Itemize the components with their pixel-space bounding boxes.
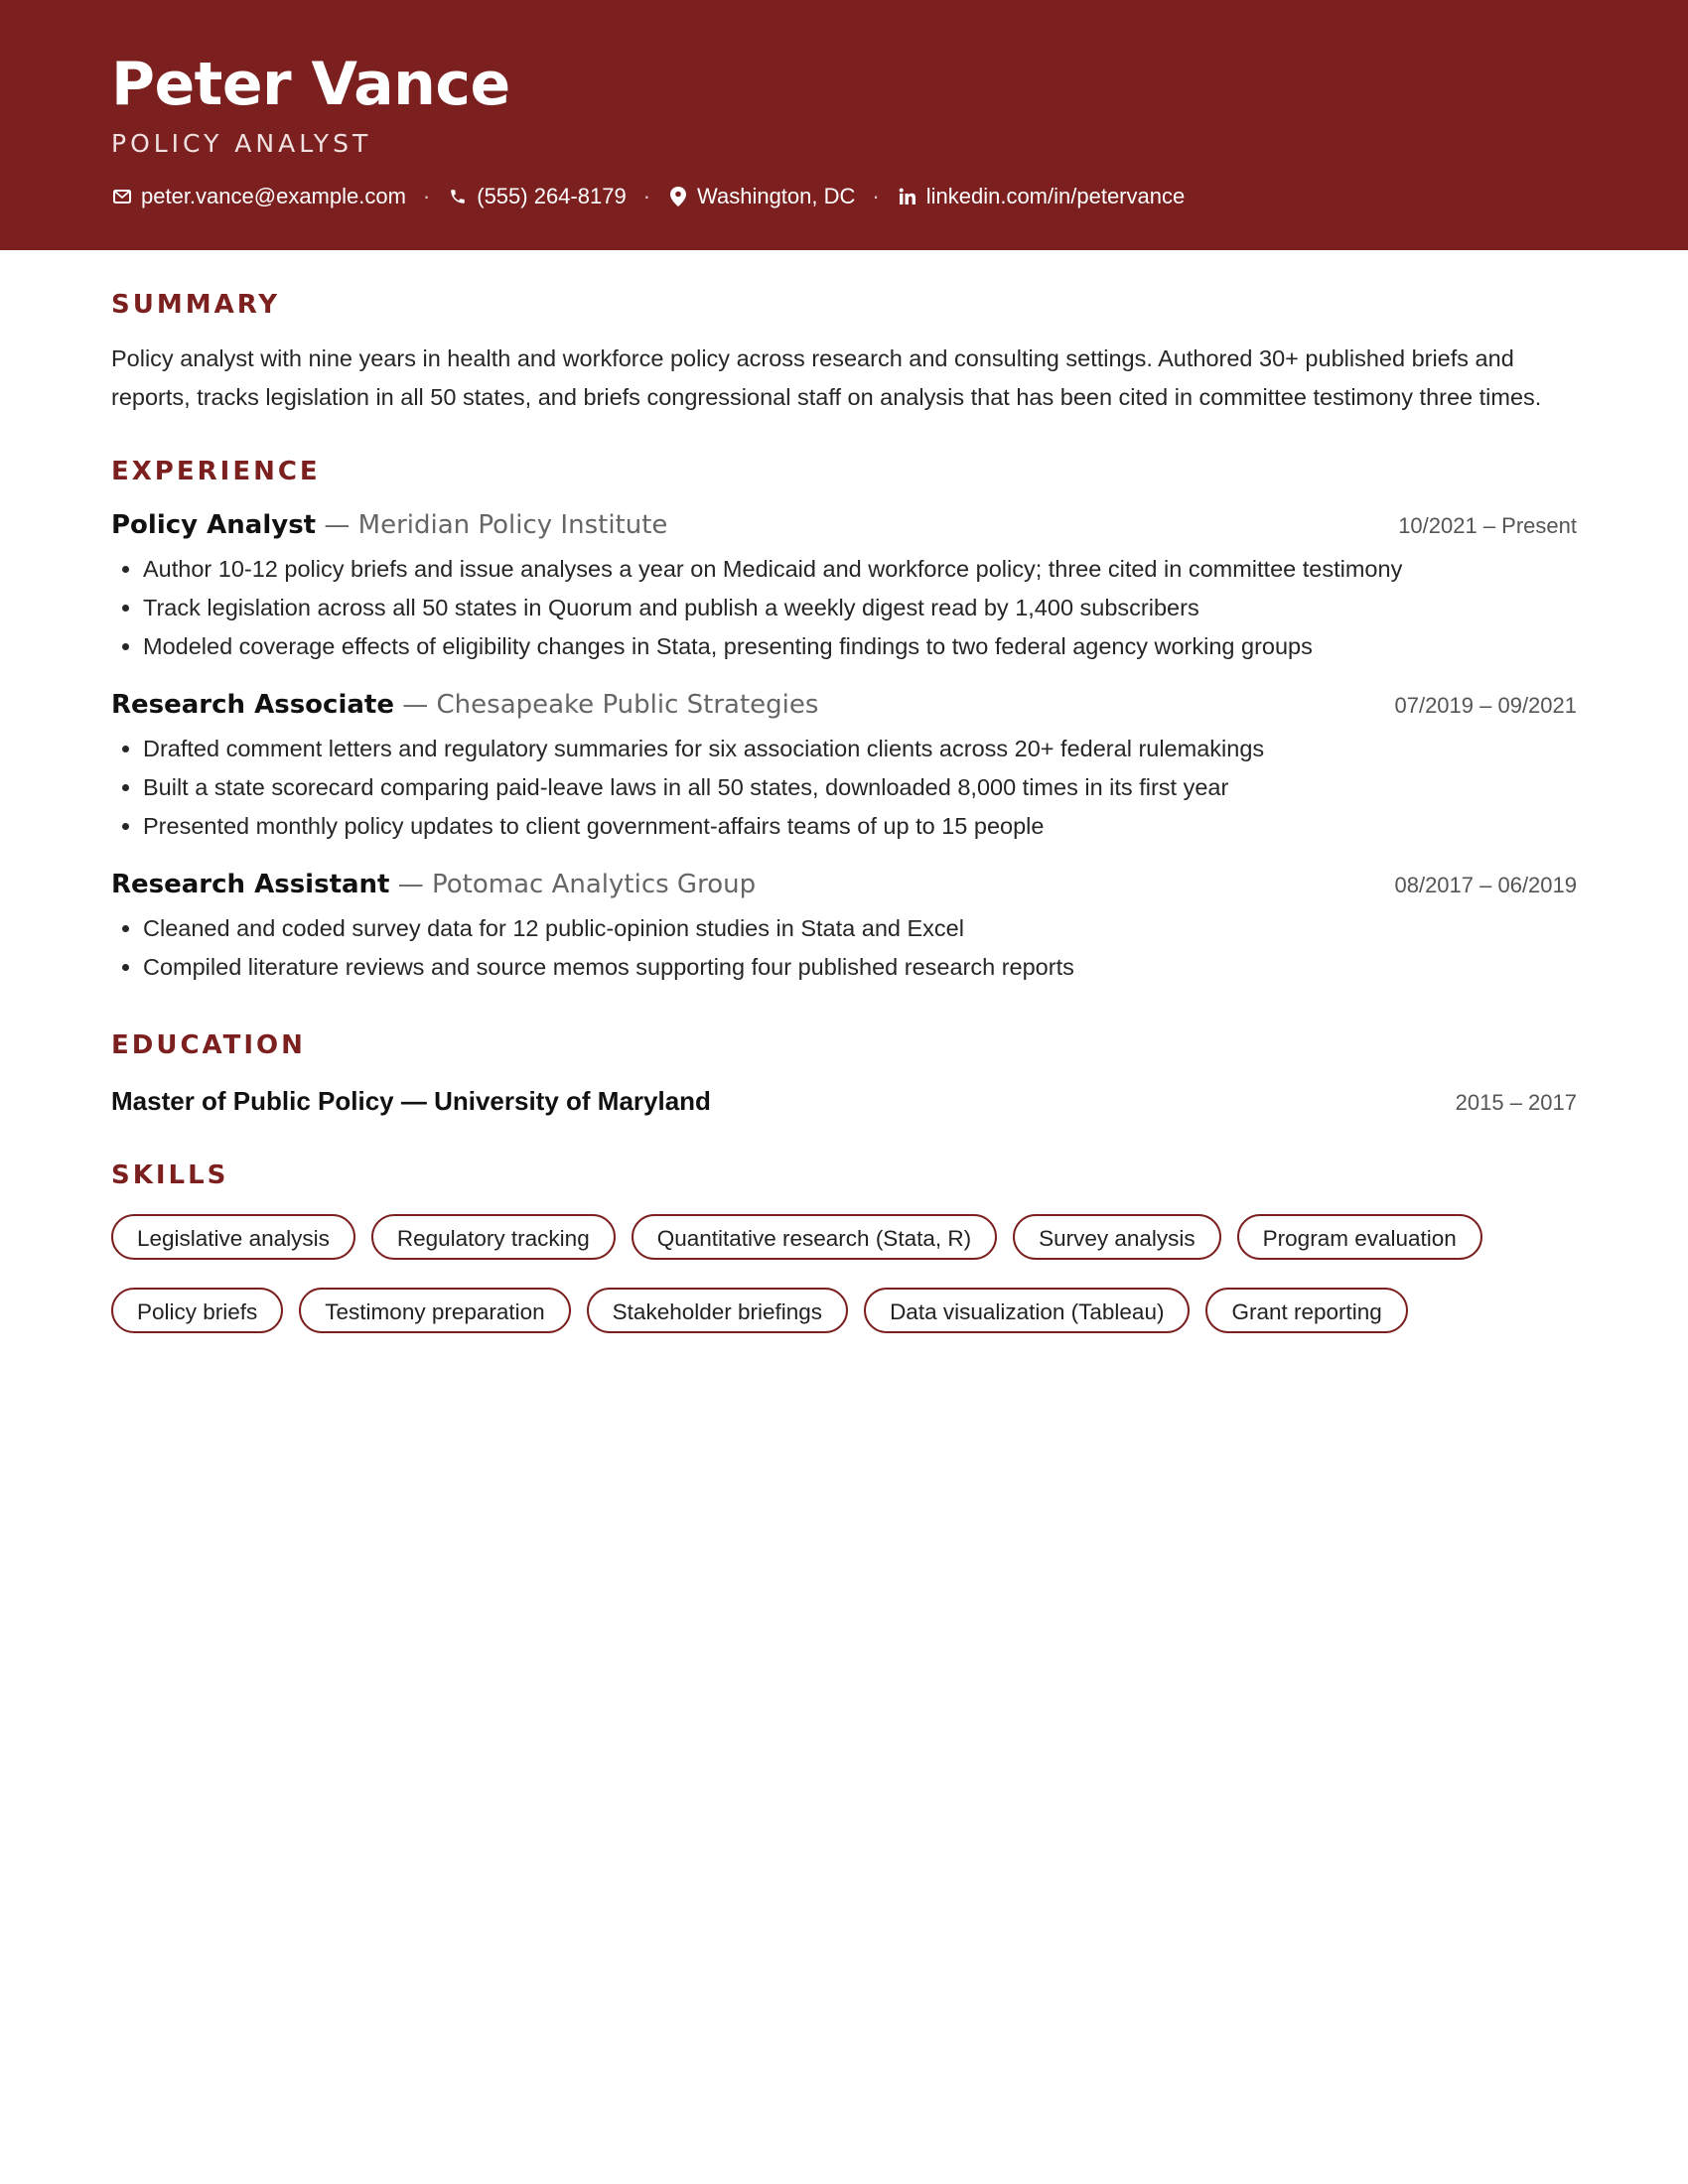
education-dates: 2015 – 2017: [1455, 1090, 1577, 1115]
contact-email-text: peter.vance@example.com: [141, 184, 406, 208]
contact-phone[interactable]: [447, 184, 626, 209]
bullet-item: • Compiled literature reviews and source memos supporting four published research reports: [143, 948, 1577, 987]
phone-icon: [447, 186, 469, 207]
job-title: Policy Analyst: [111, 510, 317, 540]
job-entry: [111, 690, 1577, 846]
contact-linkedin[interactable]: [897, 184, 1185, 209]
candidate-role: POLICY ANALYST: [111, 129, 372, 158]
bullet-item: • Cleaned and coded survey data for 12 public-opinion studies in Stata and Excel: [143, 909, 1577, 948]
bullet-item: • Modeled coverage effects of eligibility changes in Stata, presenting findings to two federal agency working groups: [143, 627, 1577, 666]
contact-separator: ·: [422, 184, 431, 208]
contact-separator: ·: [872, 184, 880, 208]
job-title: Research Assistant: [111, 870, 390, 899]
location-pin-icon: [667, 186, 689, 207]
summary-heading: SUMMARY: [111, 290, 281, 320]
skill-chip: Testimony preparation: [299, 1288, 570, 1333]
contact-phone-text: (555) 264-8179: [477, 184, 627, 208]
bullet-item: • Presented monthly policy updates to client government-affairs teams of up to 15 people: [143, 807, 1577, 846]
job-entry: [111, 870, 1577, 987]
job-bullets: [111, 730, 1577, 846]
skill-chip: Policy briefs: [111, 1288, 283, 1333]
job-dates: 08/2017 – 06/2019: [1394, 873, 1577, 897]
education-entry: [111, 1086, 1577, 1117]
job-dates: 07/2019 – 09/2021: [1394, 693, 1577, 718]
job-title: Research Associate: [111, 690, 394, 720]
skill-chip: Grant reporting: [1205, 1288, 1407, 1333]
contact-separator: ·: [642, 184, 651, 208]
skill-chip: Regulatory tracking: [371, 1214, 616, 1260]
skill-chip: Data visualization (Tableau): [864, 1288, 1190, 1333]
contact-linkedin-text: linkedin.com/in/petervance: [925, 184, 1186, 208]
summary-text: Policy analyst with nine years in health and workforce policy across research and consulting settings. Authored 30+ published briefs and reports, tracks legislation in all 50 states, and briefs congressional staff on analysis that has been cited in committee testimony three times.: [111, 345, 1542, 410]
bullet-item: • Author 10-12 policy briefs and issue analyses a year on Medicaid and workforce policy; three cited in committee testimony: [143, 550, 1577, 589]
contact-location-text: Washington, DC: [697, 184, 856, 208]
job-bullets: [111, 909, 1577, 987]
bullet-item: • Drafted comment letters and regulatory summaries for six association clients across 20+ federal rulemakings: [143, 730, 1577, 768]
mail-icon: [111, 186, 133, 207]
job-bullets: [111, 550, 1577, 666]
skill-chip: Stakeholder briefings: [587, 1288, 848, 1333]
skills-list: [111, 1214, 1577, 1333]
skill-chip: Legislative analysis: [111, 1214, 355, 1260]
job-organization: — Potomac Analytics Group: [389, 870, 757, 899]
bullet-item: • Built a state scorecard comparing paid-leave laws in all 50 states, downloaded 8,000 times in its first year: [143, 768, 1577, 807]
linkedin-icon: [897, 186, 918, 207]
job-entry: [111, 510, 1577, 666]
candidate-name: Peter Vance: [111, 50, 510, 119]
bullet-item: • Track legislation across all 50 states in Quorum and publish a weekly digest read by 1,400 subscribers: [143, 589, 1577, 627]
skill-chip: Program evaluation: [1237, 1214, 1482, 1260]
education-heading: EDUCATION: [111, 1030, 306, 1060]
job-organization: — Chesapeake Public Strategies: [393, 690, 819, 720]
skills-heading: SKILLS: [111, 1160, 229, 1190]
experience-heading: EXPERIENCE: [111, 457, 321, 486]
education-degree: Master of Public Policy — University of Maryland: [111, 1086, 711, 1116]
job-organization: — Meridian Policy Institute: [316, 510, 668, 540]
contact-location: [667, 184, 855, 209]
job-dates: 10/2021 – Present: [1398, 513, 1577, 538]
skill-chip: Survey analysis: [1013, 1214, 1221, 1260]
contact-bar: [111, 184, 1577, 209]
skill-chip: Quantitative research (Stata, R): [632, 1214, 997, 1260]
resume-body: [0, 250, 1688, 1333]
resume-header: [0, 0, 1688, 250]
contact-email[interactable]: [111, 184, 406, 209]
